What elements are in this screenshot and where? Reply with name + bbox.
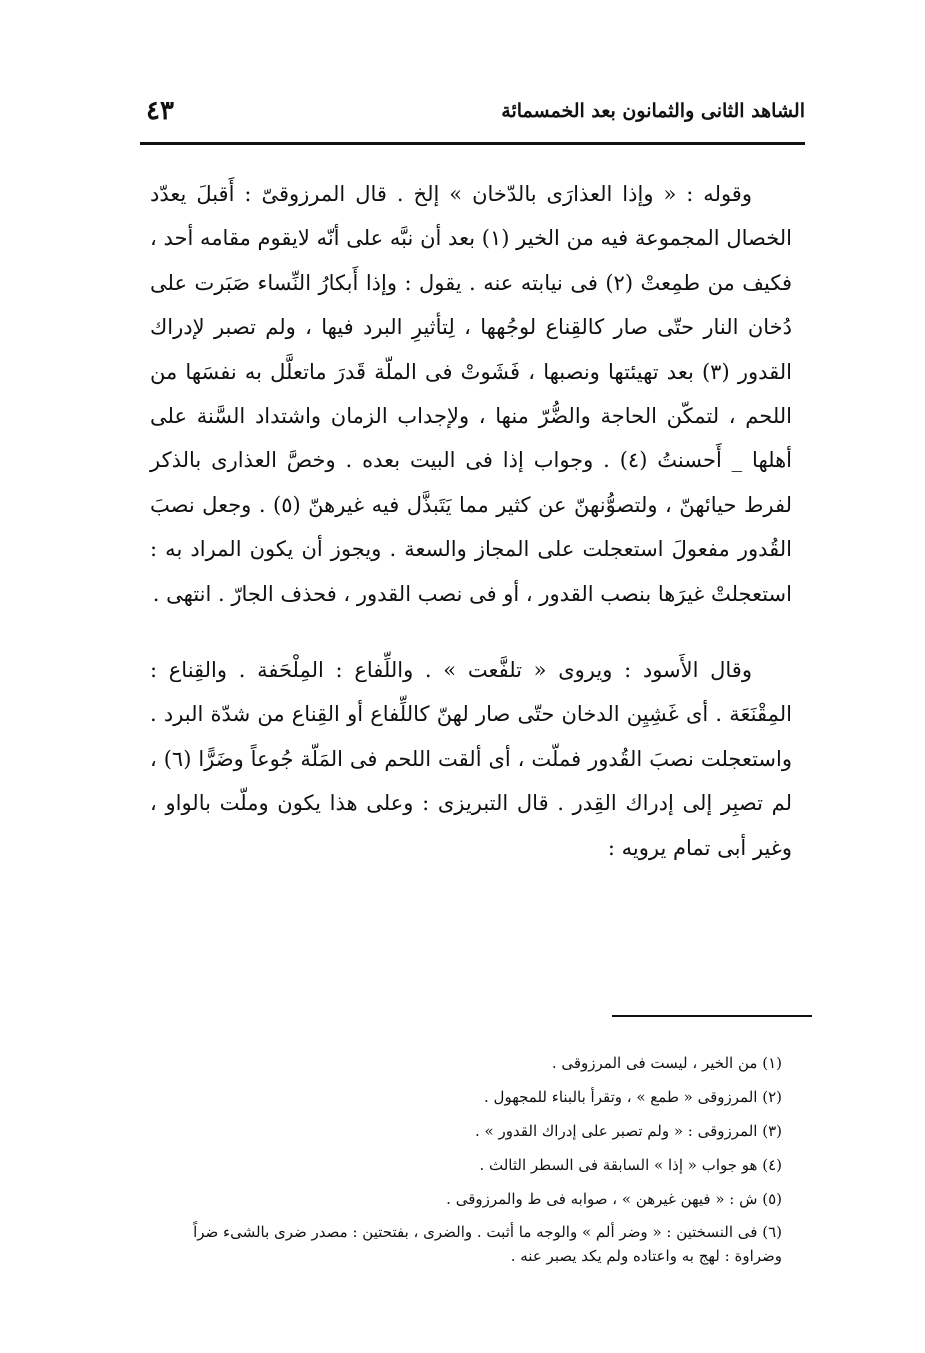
footnote: (٤) هو جواب « إذا » السابقة فى السطر الثالث . (479, 1156, 782, 1174)
footnote: (٥) ش : « فيهن غيرهن » ، صوابه فى ط والمرزوقى . (446, 1190, 782, 1208)
paragraph: وقال الأَسود : ويروى « تلفَّعت » . واللِّفاع : المِلْحَفة . والقِناع : المِقْنَعَة . أى غَشِيِن الدخان حتّى صار لهنّ كاللِّفاع أو القِناع من شدّة البرد . واستعجلت نصبَ القُدور فملّت ، أى ألقت اللحم فى المَلّة جُوعاً وضَرًّا (٦) ، لم تصبِر إلى إدراك القِدر . قال التبريزى : وعلى هذا يكون وملّت بالواو ، وغير أبى تمام يرويه : (150, 658, 792, 860)
footnote: (٢) المرزوقى « طمع » ، وتقرأ بالبناء للمجهول . (484, 1088, 782, 1106)
paragraph: وقوله : « وإذا العذارَى بالدّخان » إلخ . قال المرزوقىّ : أَقبلَ يعدّد الخصال المجموعة فيه من الخير (١) بعد أن نبَّه على أنّه لايقوم مقامه أحد ، فكيف من طمِعتْ (٢) فى نيابته عنه . يقول : وإذا أَبكارُ النِّساء صَبَرت على دُخان النار حتّى صار كالقِناع لوجُهها ، لِتأثيرِ البرد فيها ، ولم تصبر لإدراك القدور (٣) بعد تهيئتها ونصبها ، فَشَوتْ فى الملّة قَدرَ ماتعلَّل به نفسَها من اللحم ، لتمكّن الحاجة والضُّرّ منها ، ولإجداب الزمان واشتداد السَّنة على أهلها _ أَحسنتُ (٤) . وجواب إذا فى البيت بعده . وخصَّ العذارى بالذكر لفرط حيائهنّ ، ولتصوُّنهنّ عن كثير مما يَتَبذَّل فيه غيرهنّ (٥) . وجعل نصبَ القُدور مفعولَ استعجلت على المجاز والسعة . ويجوز أن يكون المراد به : استعجلتْ غيرَها بنصب القدور ، أو فى نصب القدور ، فحذف الجارّ . انتهى . (150, 182, 793, 606)
footnote: (٣) المرزوقى : « ولم تصبر على إدراك القدور » . (475, 1122, 782, 1140)
running-title: الشاهد الثانى والثمانون بعد الخمسمائة (501, 100, 805, 122)
footnote-rule (612, 1015, 812, 1017)
footnote: (٦) فى النسختين : « وضر ألم » والوجه ما أثبت . والضرى ، بفتحتين : مصدر ضرى بالشىء ضراً وضراوة : لهج به واعتاده ولم يكد يصبر عنه . (193, 1223, 782, 1265)
main-text (150, 172, 792, 870)
header-rule (140, 142, 805, 145)
page-header (140, 96, 805, 136)
page-number: ٤٣ (146, 96, 174, 126)
footnote: (١) من الخير ، ليست فى المرزوقى . (551, 1054, 782, 1072)
footnotes (160, 1046, 800, 1268)
